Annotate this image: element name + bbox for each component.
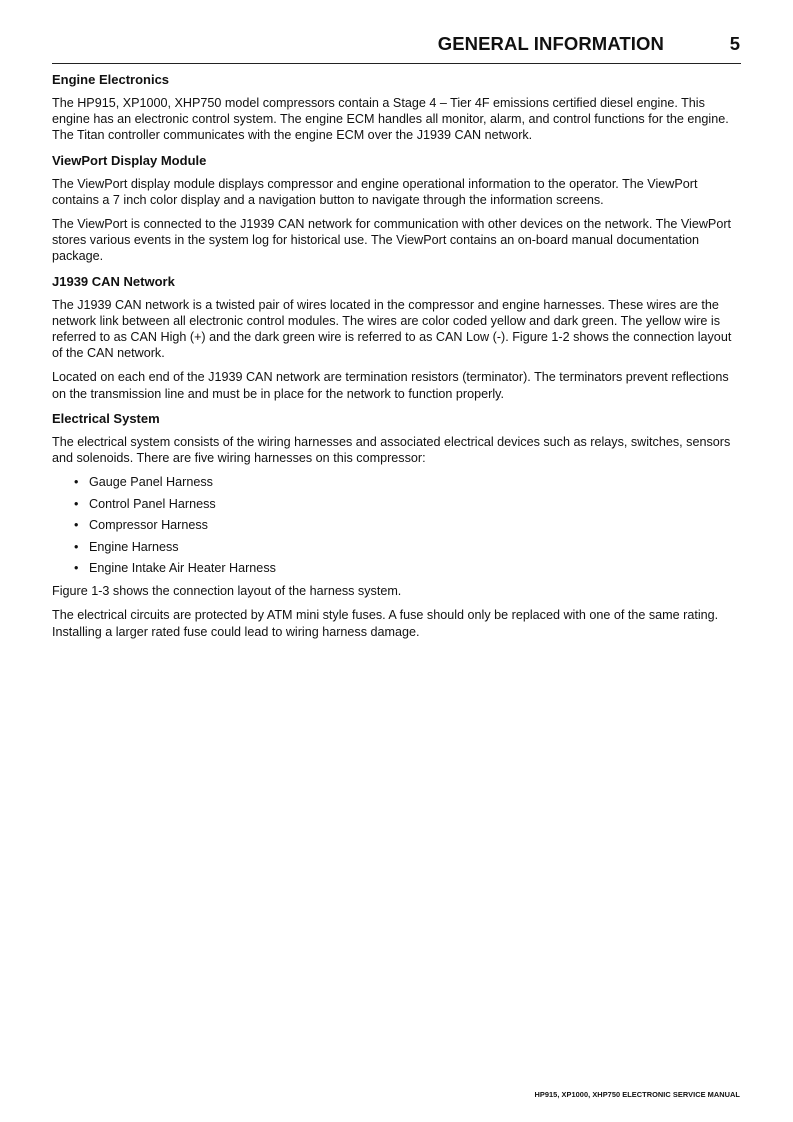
page-title: GENERAL INFORMATION <box>437 33 664 54</box>
page-number: 5 <box>729 33 740 54</box>
paragraph: Located on each end of the J1939 CAN network are termination resistors (terminator). The terminators prevent reflections on the transmission line and must be in place for the network to function properly. <box>52 370 729 401</box>
paragraph: The electrical circuits are protected by ATM mini style fuses. A fuse should only be replaced with one of the same rating. Installing a larger rated fuse could lead to wiring harness damage. <box>52 608 719 639</box>
section-heading: Electrical System <box>52 410 160 426</box>
page-footer: HP915, XP1000, XHP750 ELECTRONIC SERVICE MANUAL <box>534 1090 740 1099</box>
section-heading: ViewPort Display Module <box>52 152 207 168</box>
bullet-icon: • <box>74 539 79 554</box>
bullet-icon: • <box>74 496 79 511</box>
list-item <box>74 560 744 576</box>
list-item-text: Engine Harness <box>89 539 179 554</box>
section-heading: J1939 CAN Network <box>52 273 175 289</box>
list-item-text: Compressor Harness <box>89 518 208 533</box>
paragraph: The ViewPort display module displays compressor and engine operational information to the operator. The ViewPort contains a 7 inch color display and a navigation button to navigate through the information screens. <box>52 176 698 207</box>
list-item-text: Control Panel Harness <box>89 496 216 511</box>
bullet-icon: • <box>74 475 79 490</box>
section-engine-electronics <box>52 71 744 144</box>
paragraph: The ViewPort is connected to the J1939 CAN network for communication with other devices on the network. The ViewPort stores various events in the system log for historical use. The ViewPort contains an on-board manual documentation package. <box>52 217 732 264</box>
list-item <box>74 496 744 512</box>
paragraph: The electrical system consists of the wiring harnesses and associated electrical devices such as relays, switches, sensors and solenoids. There are five wiring harnesses on this compressor: <box>52 434 731 466</box>
section-viewport-display-module <box>52 152 744 265</box>
bullet-icon: • <box>74 561 79 576</box>
list-item <box>74 539 744 555</box>
list-item-text: Engine Intake Air Heater Harness <box>89 561 276 576</box>
list-item-text: Gauge Panel Harness <box>89 475 213 490</box>
paragraph: Figure 1-3 shows the connection layout of the harness system. <box>52 584 402 599</box>
section-electrical-system <box>52 410 744 640</box>
document-body <box>52 71 744 648</box>
section-heading: Engine Electronics <box>52 72 170 87</box>
harness-list <box>52 474 744 576</box>
list-item <box>74 474 744 490</box>
page-header <box>52 30 741 64</box>
section-j1939-can-network <box>52 273 744 402</box>
bullet-icon: • <box>74 518 79 533</box>
paragraph: The J1939 CAN network is a twisted pair of wires located in the compressor and engine harnesses. These wires are the network link between all electronic control modules. The wires are color coded yellow and dark green. The yellow wire is referred to as CAN High (+) and the dark green wire is referred to as CAN Low (-). Figure 1-2 shows the connection layout of the CAN network. <box>52 297 732 361</box>
paragraph: The HP915, XP1000, XHP750 model compressors contain a Stage 4 – Tier 4F emissions certified diesel engine. This engine has an electronic control system. The engine ECM handles all monitor, alarm, and control functions for the engine. The Titan controller communicates with the engine ECM over the J1939 CAN network. <box>52 96 729 143</box>
list-item <box>74 517 744 533</box>
